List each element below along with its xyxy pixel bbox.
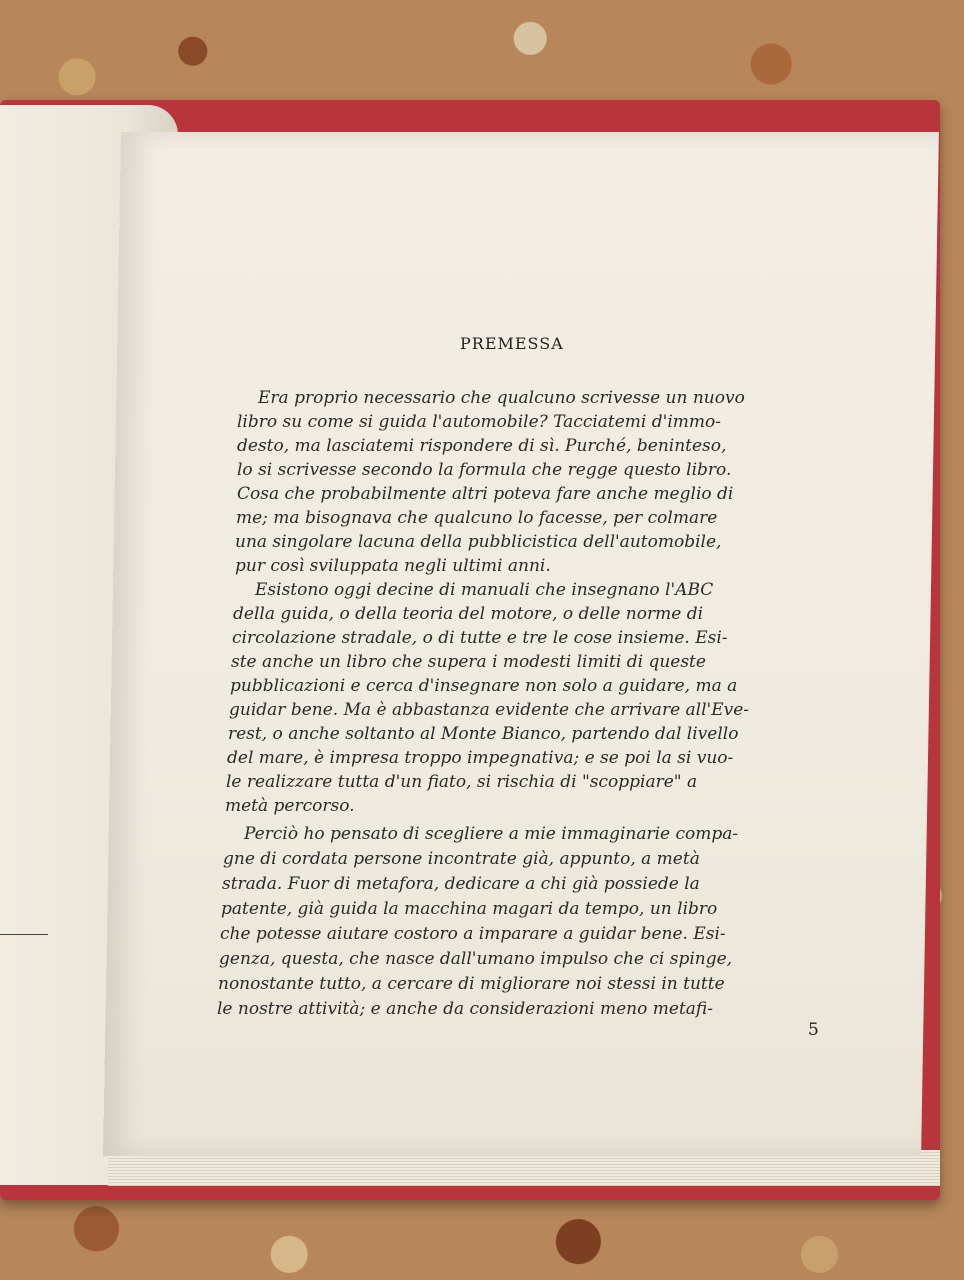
text-line: Cosa che probabilmente altri poteva fare anche meglio di xyxy=(237,484,734,504)
page-number: 5 xyxy=(808,1020,819,1040)
text-line: libro su come si guida l'automobile? Tacciatemi d'immo- xyxy=(237,412,721,432)
text-line: desto, ma lasciatemi rispondere di sì. Purché, beninteso, xyxy=(237,436,727,456)
text-line: ste anche un libro che supera i modesti limiti di queste xyxy=(231,652,706,672)
text-line: della guida, o della teoria del motore, o delle norme di xyxy=(233,604,704,624)
text-line: gne di cordata persone incontrate già, appunto, a metà xyxy=(223,849,700,869)
text-line: Era proprio necessario che qualcuno scrivesse un nuovo xyxy=(258,388,745,408)
text-line: Perciò ho pensato di scegliere a mie immaginarie compa- xyxy=(244,824,739,844)
text-line: nonostante tutto, a cercare di migliorare noi stessi in tutte xyxy=(218,974,725,994)
text-line: lo si scrivesse secondo la formula che regge questo libro. xyxy=(237,460,732,480)
text-line: me; ma bisognava che qualcuno lo facesse, per colmare xyxy=(236,508,718,528)
text-line: pur così sviluppata negli ultimi anni. xyxy=(235,556,551,576)
text-line: rest, o anche soltanto al Monte Bianco, partendo dal livello xyxy=(228,724,739,744)
text-line: le realizzare tutta d'un fiato, si rischia di "scoppiare" a xyxy=(226,772,698,792)
text-line: circolazione stradale, o di tutte e tre le cose insieme. Esi- xyxy=(232,628,728,648)
text-line: patente, già guida la macchina magari da tempo, un libro xyxy=(221,899,718,919)
text-line: Esistono oggi decine di manuali che insegnano l'ABC xyxy=(255,580,714,600)
text-line: pubblicazioni e cerca d'insegnare non solo a guidare, ma a xyxy=(230,676,738,696)
chapter-heading: PREMESSA xyxy=(460,334,564,353)
text-line: metà percorso. xyxy=(225,796,355,816)
text-line: del mare, è impresa troppo impegnativa; e se poi la si vuo- xyxy=(227,748,734,768)
text-line: genza, questa, che nasce dall'umano impulso che ci spinge, xyxy=(219,949,733,969)
text-line: che potesse aiutare costoro a imparare a guidar bene. Esi- xyxy=(220,924,726,944)
text-line: strada. Fuor di metafora, dedicare a chi già possiede la xyxy=(222,874,700,894)
text-line: una singolare lacuna della pubblicistica dell'automobile, xyxy=(235,532,722,552)
footnote-rule xyxy=(0,934,48,935)
text-line: le nostre attività; e anche da considerazioni meno metafi- xyxy=(217,999,713,1019)
text-line: guidar bene. Ma è abbastanza evidente che arrivare all'Eve- xyxy=(229,700,750,720)
